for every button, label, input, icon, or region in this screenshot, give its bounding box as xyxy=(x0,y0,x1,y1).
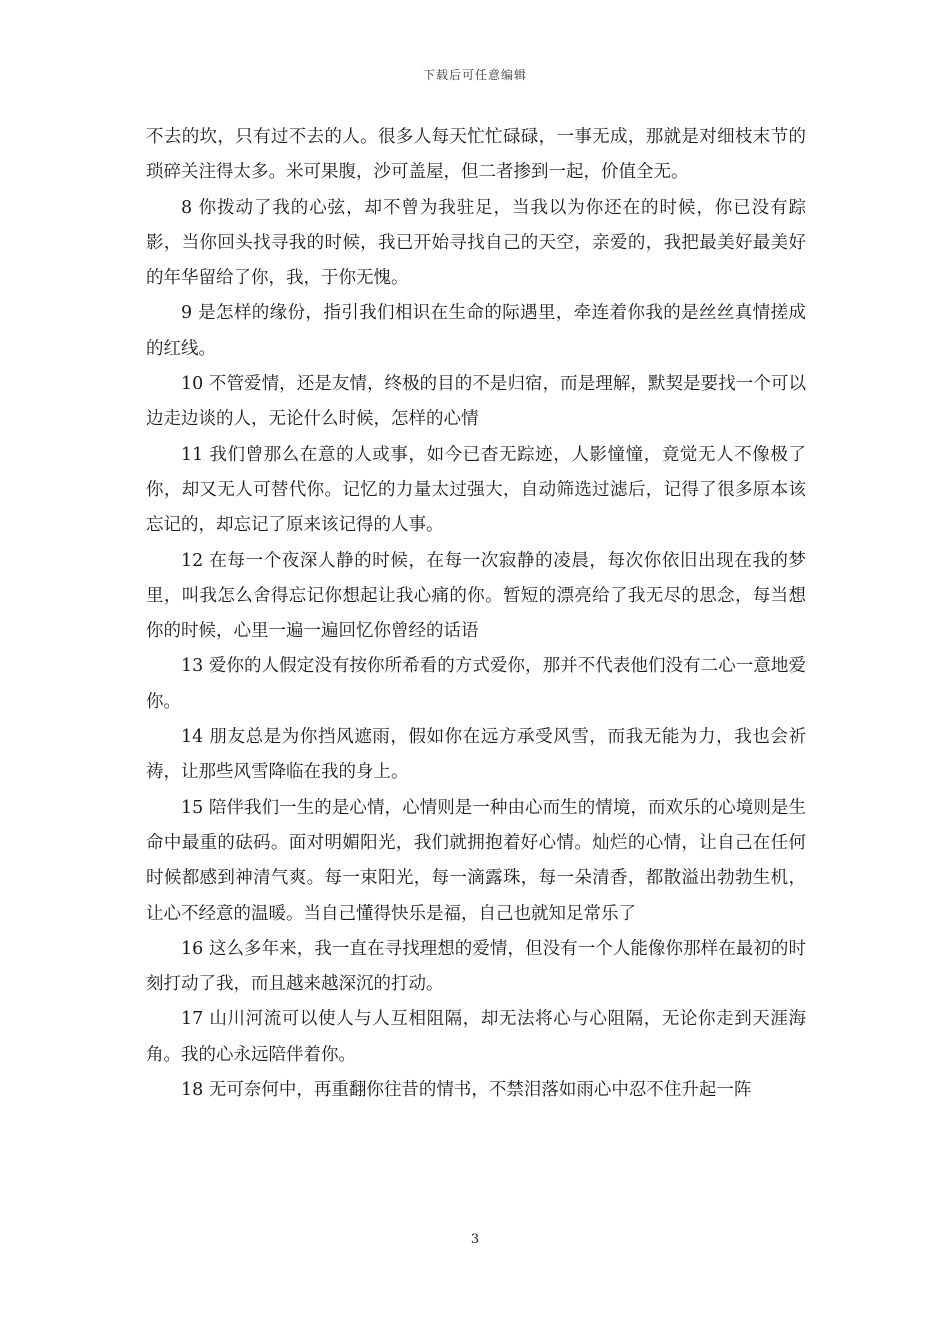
paragraph: 15 陪伴我们一生的是心情，心情则是一种由心而生的情境，而欢乐的心境则是生命中最重的砝码。面对明媚阳光，我们就拥抱着好心情。灿烂的心情，让自己在任何时候都感到神清气爽。每一束阳光，每一滴露珠，每一朵清香，都散溢出勃勃生机，让心不经意的温暖。当自己懂得快乐是福，自己也就知足常乐了 xyxy=(146,797,806,924)
paragraph: 10 不管爱情，还是友情，终极的目的不是归宿，而是理解，默契是要找一个可以边走边谈的人，无论什么时候，怎样的心情 xyxy=(146,374,806,430)
paragraph: 8 你拨动了我的心弦，却不曾为我驻足，当我以为你还在的时候，你已没有踪影，当你回头找寻我的时候，我已开始寻找自己的天空，亲爱的，我把最美好最美好的年华留给了你，我，于你无愧。 xyxy=(146,197,806,289)
paragraph: 17 山川河流可以使人与人互相阻隔，却无法将心与心阻隔，无论你走到天涯海角。我的心永远陪伴着你。 xyxy=(146,1009,806,1065)
paragraph: 12 在每一个夜深人静的时候，在每一次寂静的凌晨，每次你依旧出现在我的梦里，叫我怎么舍得忘记你想起让我心痛的你。暂短的漂亮给了我无尽的思念，每当想你的时候，心里一遍一遍回忆你曾经的话语 xyxy=(146,550,806,642)
page-header: 下载后可任意编辑 xyxy=(422,68,527,82)
page-number: 3 xyxy=(470,1232,480,1247)
paragraph: 9 是怎样的缘份，指引我们相识在生命的际遇里，牵连着你我的是丝丝真情搓成的红线。 xyxy=(146,303,806,359)
paragraph: 16 这么多年来，我一直在寻找理想的爱情，但没有一个人能像你那样在最初的时刻打动了我，而且越来越深沉的打动。 xyxy=(146,938,806,995)
document-body xyxy=(146,120,806,1108)
paragraph: 不去的坎，只有过不去的人。很多人每天忙忙碌碌，一事无成，那就是对细枝末节的琐碎关注得太多。米可果腹，沙可盖屋，但二者掺到一起，价值全无。 xyxy=(146,127,806,183)
paragraph: 18 无可奈何中，再重翻你往昔的情书，不禁泪落如雨心中忍不住升起一阵 xyxy=(181,1080,752,1101)
paragraph: 11 我们曾那么在意的人或事，如今已杳无踪迹，人影憧憧，竟觉无人不像极了你，却又无人可替代你。记忆的力量太过强大，自动筛选过滤后，记得了很多原本该忘记的，却忘记了原来该记得的人事。 xyxy=(146,444,806,536)
paragraph: 13 爱你的人假定没有按你所希看的方式爱你，那并不代表他们没有二心一意地爱你。 xyxy=(146,656,806,712)
paragraph: 14 朋友总是为你挡风遮雨，假如你在远方承受风雪，而我无能为力，我也会祈祷，让那些风雪降临在我的身上。 xyxy=(146,727,806,783)
